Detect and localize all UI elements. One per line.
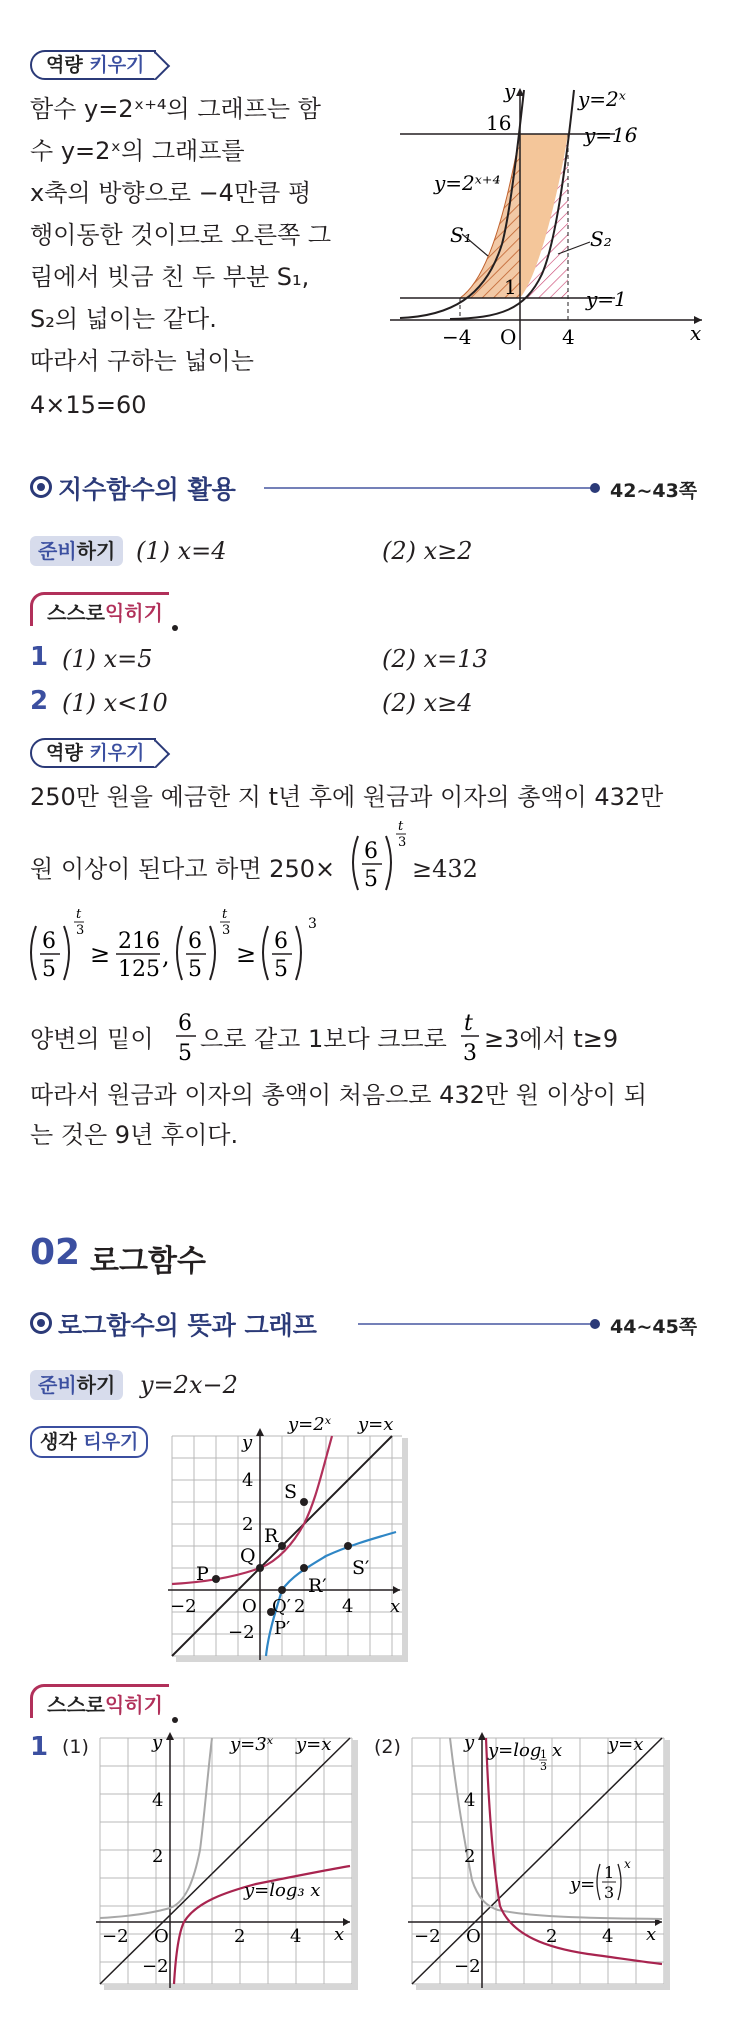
point-P (212, 1575, 220, 1583)
frac-5c: 5 (274, 957, 288, 982)
frac-t-3-inline (458, 1006, 482, 1070)
q2-answer-2: (2) x≥4 (382, 689, 473, 717)
block2-line-5: 따라서 원금과 이자의 총액이 처음으로 432만 원 이상이 되 (30, 1081, 647, 1109)
label-Q-prime: Q′ (272, 1596, 291, 1617)
label-y16: y=16 (584, 123, 638, 147)
tick-1: 1 (504, 275, 517, 299)
tick-2: 2 (464, 1846, 476, 1867)
exp-3-b: 3 (222, 923, 231, 938)
block1-line-7: 따라서 구하는 넓이는 (30, 347, 254, 375)
label-S-prime: S′ (352, 1557, 370, 1579)
tick-2: 2 (242, 1514, 254, 1535)
tick-4: 4 (562, 325, 575, 349)
frac-6a: 6 (42, 929, 56, 954)
tick-4: 4 (464, 1790, 476, 1811)
block2-line-4b: 으로 같고 1보다 크므로 (200, 1025, 447, 1053)
prep-badge-2 (30, 1370, 123, 1400)
g1-part: (1) (62, 1736, 89, 1758)
frac-6-5-inline (172, 1006, 200, 1070)
tick-minus-4: −4 (442, 325, 472, 349)
prep-badge-main: 하기 (76, 1373, 116, 1397)
tick-2x: 2 (234, 1926, 246, 1947)
label-R-prime: R′ (308, 1575, 327, 1597)
chapter-title: 로그함수 (90, 1244, 206, 1279)
label-log-base-den: 3 (540, 1760, 547, 1773)
x-axis: x (390, 1596, 401, 1617)
tick-minus-2y: −2 (454, 1956, 481, 1977)
prep-badge-hl: 준비 (38, 539, 77, 563)
tick-4: 4 (152, 1790, 164, 1811)
section1-bullet-dot (37, 483, 45, 491)
area-graph (390, 84, 710, 354)
q2-answer-1: (1) x<10 (62, 689, 168, 717)
section1-pages: 42~43쪽 (610, 480, 698, 502)
frac-inline-num: 6 (178, 1011, 192, 1036)
label-P-prime: P′ (274, 1618, 291, 1639)
frac-den: 5 (364, 867, 378, 892)
label-2x-plus-4: y=2ˣ⁺⁴ (434, 171, 501, 195)
self-badge-hl: 익히기 (104, 601, 163, 625)
block1-line-1: 함수 y=2ˣ⁺⁴의 그래프는 함 (30, 95, 321, 123)
frac-3: 3 (463, 1041, 477, 1066)
y-axis: y (152, 1732, 163, 1753)
tick-minus-2x: −2 (102, 1926, 129, 1947)
label-exp: y= (570, 1874, 596, 1895)
point-R-prime (300, 1564, 308, 1572)
y-axis-label: y (504, 84, 516, 103)
tick-minus-2y: −2 (142, 1956, 169, 1977)
prep1-answer-2: (2) x≥2 (382, 537, 473, 565)
section1-title: 지수함수의 활용 (58, 475, 236, 504)
tick-2: 2 (152, 1846, 164, 1867)
label-yx: y=x (296, 1734, 332, 1755)
frac-6b: 6 (188, 929, 202, 954)
s1-label: S₁ (450, 223, 472, 247)
frac-216: 216 (118, 929, 160, 954)
label-S: S (284, 1481, 298, 1503)
tick-4x: 4 (342, 1596, 354, 1617)
q-log-number: 1 (30, 1732, 49, 1762)
exp-frac-den: 3 (604, 1883, 615, 1902)
self-badge-main: 스스로 (47, 601, 105, 625)
section1-rule (264, 487, 596, 489)
badge-highlight: 키우기 (89, 742, 145, 764)
exp-t-a: t (76, 907, 82, 922)
frac-num: 6 (364, 839, 378, 864)
exp-t-b: t (222, 907, 228, 922)
block1-line-5: 림에서 빗금 친 두 부분 S₁, (30, 263, 310, 291)
frac-5b: 5 (188, 957, 202, 982)
label-yx: y=x (608, 1734, 644, 1755)
origin: O (242, 1596, 257, 1617)
badge-main: 역량 (46, 742, 83, 764)
block2-line-2b: ≥432 (412, 855, 478, 883)
x-axis: x (334, 1924, 345, 1945)
frac-inline-den: 5 (178, 1041, 192, 1066)
frac-t: t (464, 1011, 473, 1036)
self-badge-1-dot (172, 625, 178, 631)
point-S-prime (344, 1542, 352, 1550)
log-one-third-graph (408, 1730, 674, 1992)
q1-answer-2: (2) x=13 (382, 645, 488, 673)
origin: O (154, 1926, 169, 1947)
prep2-answer: y=2x−2 (140, 1371, 238, 1399)
section1-rule-dot (590, 483, 600, 493)
label-log: y=log (488, 1740, 542, 1761)
tick-16: 16 (486, 111, 512, 135)
self-badge-2 (30, 1684, 169, 1718)
tick-2x: 2 (294, 1596, 306, 1617)
block1-line-6: S₂의 넓이는 같다. (30, 305, 217, 333)
section2-title: 로그함수의 뜻과 그래프 (58, 1311, 317, 1340)
prep-badge-hl: 준비 (38, 1373, 77, 1397)
exp-3: 3 (398, 835, 407, 850)
section2-pages: 44~45쪽 (610, 1316, 698, 1338)
tick-4x: 4 (290, 1926, 302, 1947)
comma: , (162, 942, 170, 970)
section2-rule (358, 1323, 594, 1325)
think-badge (30, 1426, 148, 1458)
block1-line-4: 행이동한 것이므로 오른쪽 그 (30, 221, 332, 249)
block2-line-6: 는 것은 9년 후이다. (30, 1121, 239, 1149)
log3-graph (96, 1730, 362, 1992)
q1-number: 1 (30, 642, 49, 672)
exp-frac-num: 1 (604, 1863, 615, 1882)
point-Q (256, 1564, 264, 1572)
block1-line-3: x축의 방향으로 −4만큼 평 (30, 179, 312, 207)
origin: O (466, 1926, 481, 1947)
tick-4: 4 (242, 1470, 254, 1491)
prep-badge-main: 하기 (76, 539, 116, 563)
chapter-number: 02 (30, 1232, 81, 1273)
think-badge-hl: 티우기 (83, 1431, 139, 1453)
label-y1: y=1 (586, 287, 627, 311)
ge-2: ≥ (236, 940, 257, 968)
exp-x: x (624, 1857, 631, 1871)
frac-6c: 6 (274, 929, 288, 954)
frac-125: 125 (118, 957, 160, 982)
s2-label: S₂ (590, 227, 612, 251)
x-axis: x (646, 1924, 657, 1945)
exp-3-a: 3 (76, 923, 85, 938)
point-R (278, 1542, 286, 1550)
block2-line-1: 250만 원을 예금한 지 t년 후에 원금과 이자의 총액이 432만 (30, 783, 664, 811)
point-S (300, 1498, 308, 1506)
label-log-base-num: 1 (540, 1748, 547, 1761)
q2-number: 2 (30, 686, 49, 716)
label-2x: y=2ˣ (288, 1416, 332, 1435)
think-graph (168, 1416, 408, 1666)
self-badge-hl: 익히기 (104, 1693, 163, 1717)
label-3x: y=3ˣ (230, 1734, 274, 1755)
block1-line-8: 4×15=60 (30, 391, 147, 419)
badge-main: 역량 (46, 54, 83, 76)
prep1-answer-1: (1) x=4 (136, 537, 227, 565)
y-axis: y (242, 1432, 253, 1453)
badge-highlight: 키우기 (89, 54, 145, 76)
block2-line-4a: 양변의 밑이 (30, 1025, 154, 1053)
label-2x: y=2ˣ (578, 87, 626, 111)
label-log-x: x (552, 1740, 563, 1761)
tick-minus-2x: −2 (170, 1596, 197, 1617)
block1-line-2: 수 y=2ˣ의 그래프를 (30, 137, 245, 165)
tick-minus-2x: −2 (414, 1926, 441, 1947)
block2-line-2a: 원 이상이 된다고 하면 250× (30, 855, 336, 883)
origin-label: O (500, 325, 517, 349)
point-Q-prime (278, 1586, 286, 1594)
label-Q: Q (240, 1545, 256, 1567)
think-badge-main: 생각 (40, 1431, 77, 1453)
g2-part: (2) (374, 1736, 401, 1758)
tick-minus-2y: −2 (228, 1622, 255, 1643)
self-badge-1 (30, 592, 169, 626)
label-log3: y=log₃ x (244, 1880, 321, 1901)
x-axis-label: x (690, 321, 702, 345)
self-badge-main: 스스로 (47, 1693, 105, 1717)
label-R: R (264, 1525, 279, 1547)
section2-rule-dot (590, 1319, 600, 1329)
frac-5a: 5 (42, 957, 56, 982)
prep-badge-1 (30, 536, 123, 566)
tick-2x: 2 (546, 1926, 558, 1947)
label-P: P (196, 1563, 209, 1585)
tick-4x: 4 (602, 1926, 614, 1947)
block2-line-4c: ≥3에서 t≥9 (484, 1025, 619, 1053)
q1-answer-1: (1) x=5 (62, 645, 153, 673)
self-badge-2-dot (172, 1717, 178, 1723)
label-yx: y=x (358, 1416, 394, 1435)
section2-bullet-dot (37, 1319, 45, 1327)
competency-badge (30, 50, 156, 80)
y-axis: y (464, 1732, 475, 1753)
exp-3-c: 3 (308, 916, 317, 932)
exp-t: t (398, 819, 404, 834)
ge-1: ≥ (90, 940, 111, 968)
competency-badge-2 (30, 738, 156, 768)
formula-line-3 (28, 904, 348, 988)
